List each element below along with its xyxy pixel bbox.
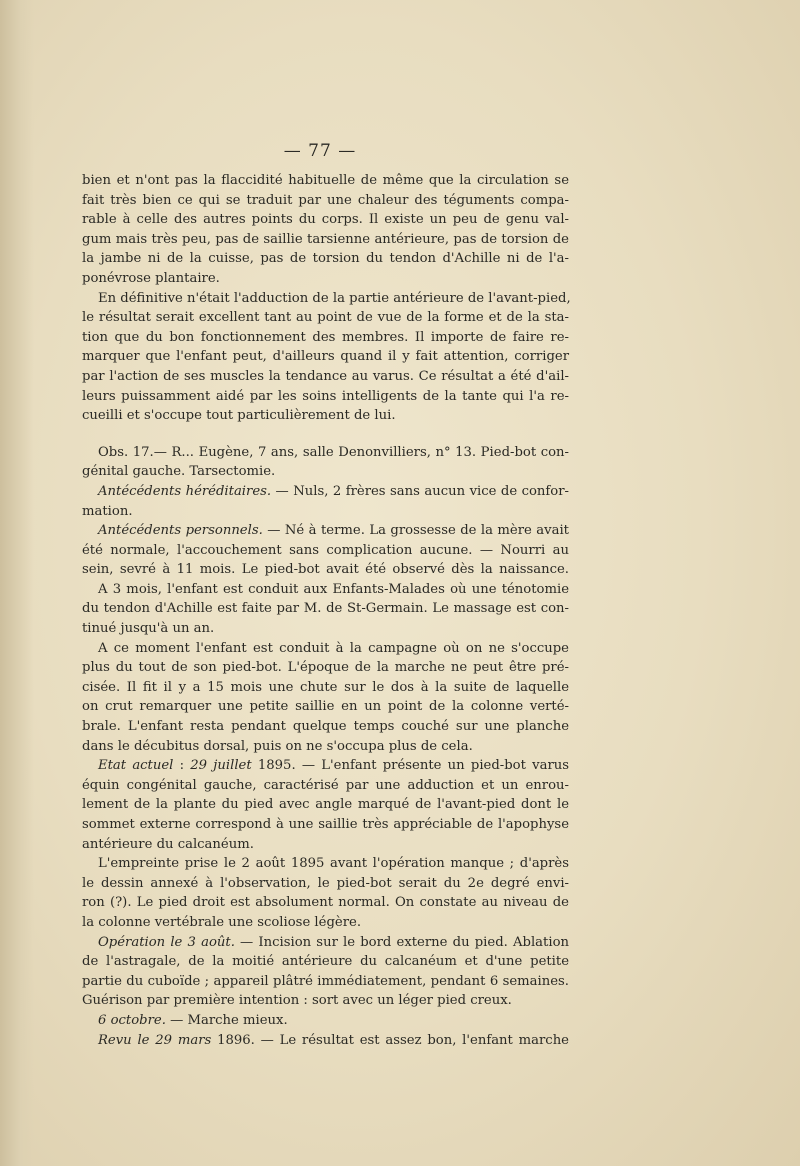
text-line: antérieure du calcanéum.	[82, 836, 254, 852]
operation-line	[82, 933, 569, 953]
hereditary-line	[82, 482, 569, 502]
revisit-label: Revu le	[98, 1032, 150, 1048]
personal-text: — Né à terme. La grossesse de la mère avait	[262, 523, 569, 539]
operation-date: 3 août.	[182, 934, 235, 950]
current-state-date: 29 juillet	[190, 758, 252, 774]
hereditary-text: — Nuls, 2 frères sans aucun vice de confor-	[271, 483, 569, 499]
text-line: marquer que l'enfant peut, d'ailleurs quand il y fait attention, corriger	[82, 349, 569, 365]
text-line: dans le décubitus dorsal, puis on ne s'occupa plus de cela.	[82, 738, 473, 754]
text-line: par l'action de ses muscles la tendance au varus. Ce résultat a été d'ail-	[82, 368, 569, 384]
october-date: 6 octobre.	[98, 1012, 166, 1028]
revisit-date: 29 mars	[149, 1032, 212, 1048]
text-line: la jambe ni de la cuisse, pas de torsion du tendon d'Achille ni de l'a-	[82, 251, 569, 267]
text-line: cueilli et s'occupe tout particulièrement de lui.	[82, 408, 396, 424]
observation-heading: Obs. 17.— R... Eugène, 7 ans, salle Denonvilliers, n° 13. Pied-bot con-	[98, 444, 569, 460]
text-line: le résultat serait excellent tant au point de vue de la forme et de la sta-	[82, 310, 569, 326]
text-line: partie du cuboïde ; appareil plâtré immédiatement, pendant 6 semaines.	[82, 973, 569, 989]
text-line: Guérison par première intention : sort avec un léger pied creux.	[82, 993, 512, 1009]
personal-label: Antécédents personnels.	[98, 523, 263, 539]
october-text: — Marche mieux.	[165, 1012, 288, 1028]
body-text	[82, 171, 569, 1050]
text-line: du tendon d'Achille est faite par M. de St-Germain. Le massage est con-	[82, 601, 569, 617]
text-line: ron (?). Le pied droit est absolument normal. On constate au niveau de	[82, 895, 569, 911]
current-state-line	[82, 756, 569, 776]
text-line: sommet externe correspond à une saillie très appréciable de l'apophyse	[82, 817, 569, 832]
text-line: plus du tout de son pied-bot. L'époque de la marche ne peut être pré-	[82, 660, 569, 676]
text-line: tinué jusqu'à un an.	[82, 621, 215, 637]
text-line: la colonne vertébrale une scoliose légère.	[82, 914, 362, 930]
current-state-text: 1895. — L'enfant présente un pied-bot varus	[251, 758, 570, 774]
text-line: on crut remarquer une petite saillie en un point de la colonne verté-	[82, 699, 569, 715]
text-line: bien et n'ont pas la flaccidité habituelle de même que la circulation se	[82, 173, 569, 188]
text-line: A 3 mois, l'enfant est conduit aux Enfants-Malades où une ténotomie	[98, 581, 569, 597]
text-line: fait très bien ce qui se traduit par une chaleur des téguments compa-	[82, 192, 569, 208]
text-line: ponévrose plantaire.	[82, 270, 220, 286]
text-line: lement de la plante du pied avec angle marqué de l'avant-pied dont le	[82, 797, 569, 813]
text-line: génital gauche. Tarsectomie.	[82, 464, 276, 480]
current-state-sep: :	[173, 758, 191, 774]
text-line: cisée. Il fit il y a 15 mois une chute sur le dos à la suite de laquelle	[82, 679, 569, 695]
current-state-label: Etat actuel	[98, 758, 174, 774]
text-line: rable à celle des autres points du corps. Il existe un peu de genu val-	[82, 212, 569, 228]
section-gap	[82, 426, 569, 443]
operation-label: Opération le	[98, 934, 183, 950]
text-line: tion que du bon fonctionnement des membres. Il importe de faire re-	[82, 329, 569, 345]
page-number: — 77 —	[283, 141, 357, 161]
personal-line	[82, 521, 569, 541]
text-line: sein, sevré à 11 mois. Le pied-bot avait été observé dès la naissance.	[82, 562, 569, 578]
text-line: gum mais très peu, pas de saillie tarsienne antérieure, pas de torsion de	[82, 231, 569, 247]
text-line: En définitive n'était l'adduction de la partie antérieure de l'avant-pied,	[98, 290, 571, 306]
page-edge-shadow	[0, 0, 34, 1166]
revisit-text: 1896. — Le résultat est assez bon, l'enfant marche	[211, 1032, 569, 1048]
revisit-line	[82, 1031, 569, 1051]
text-line: brale. L'enfant resta pendant quelque temps couché sur une planche	[82, 719, 569, 735]
text-line: de l'astragale, de la moitié antérieure du calcanéum et d'une petite	[82, 954, 569, 970]
operation-text: — Incision sur le bord externe du pied. Ablation	[234, 934, 569, 950]
text-line: L'empreinte prise le 2 août 1895 avant l'opération manque ; d'après	[98, 856, 569, 872]
text-line: leurs puissamment aidé par les soins intelligents de la tante qui l'a re-	[82, 388, 569, 404]
hereditary-label: Antécédents héréditaires.	[98, 483, 272, 499]
text-line: équin congénital gauche, caractérisé par une adduction et un enrou-	[82, 777, 569, 793]
text-line: mation.	[82, 503, 133, 519]
text-line: le dessin annexé à l'observation, le pied-bot serait du 2e degré envi-	[82, 875, 569, 891]
text-line: A ce moment l'enfant est conduit à la campagne où on ne s'occupe	[98, 640, 569, 656]
october-line	[82, 1011, 569, 1031]
text-line: été normale, l'accouchement sans complication aucune. — Nourri au	[82, 542, 569, 558]
